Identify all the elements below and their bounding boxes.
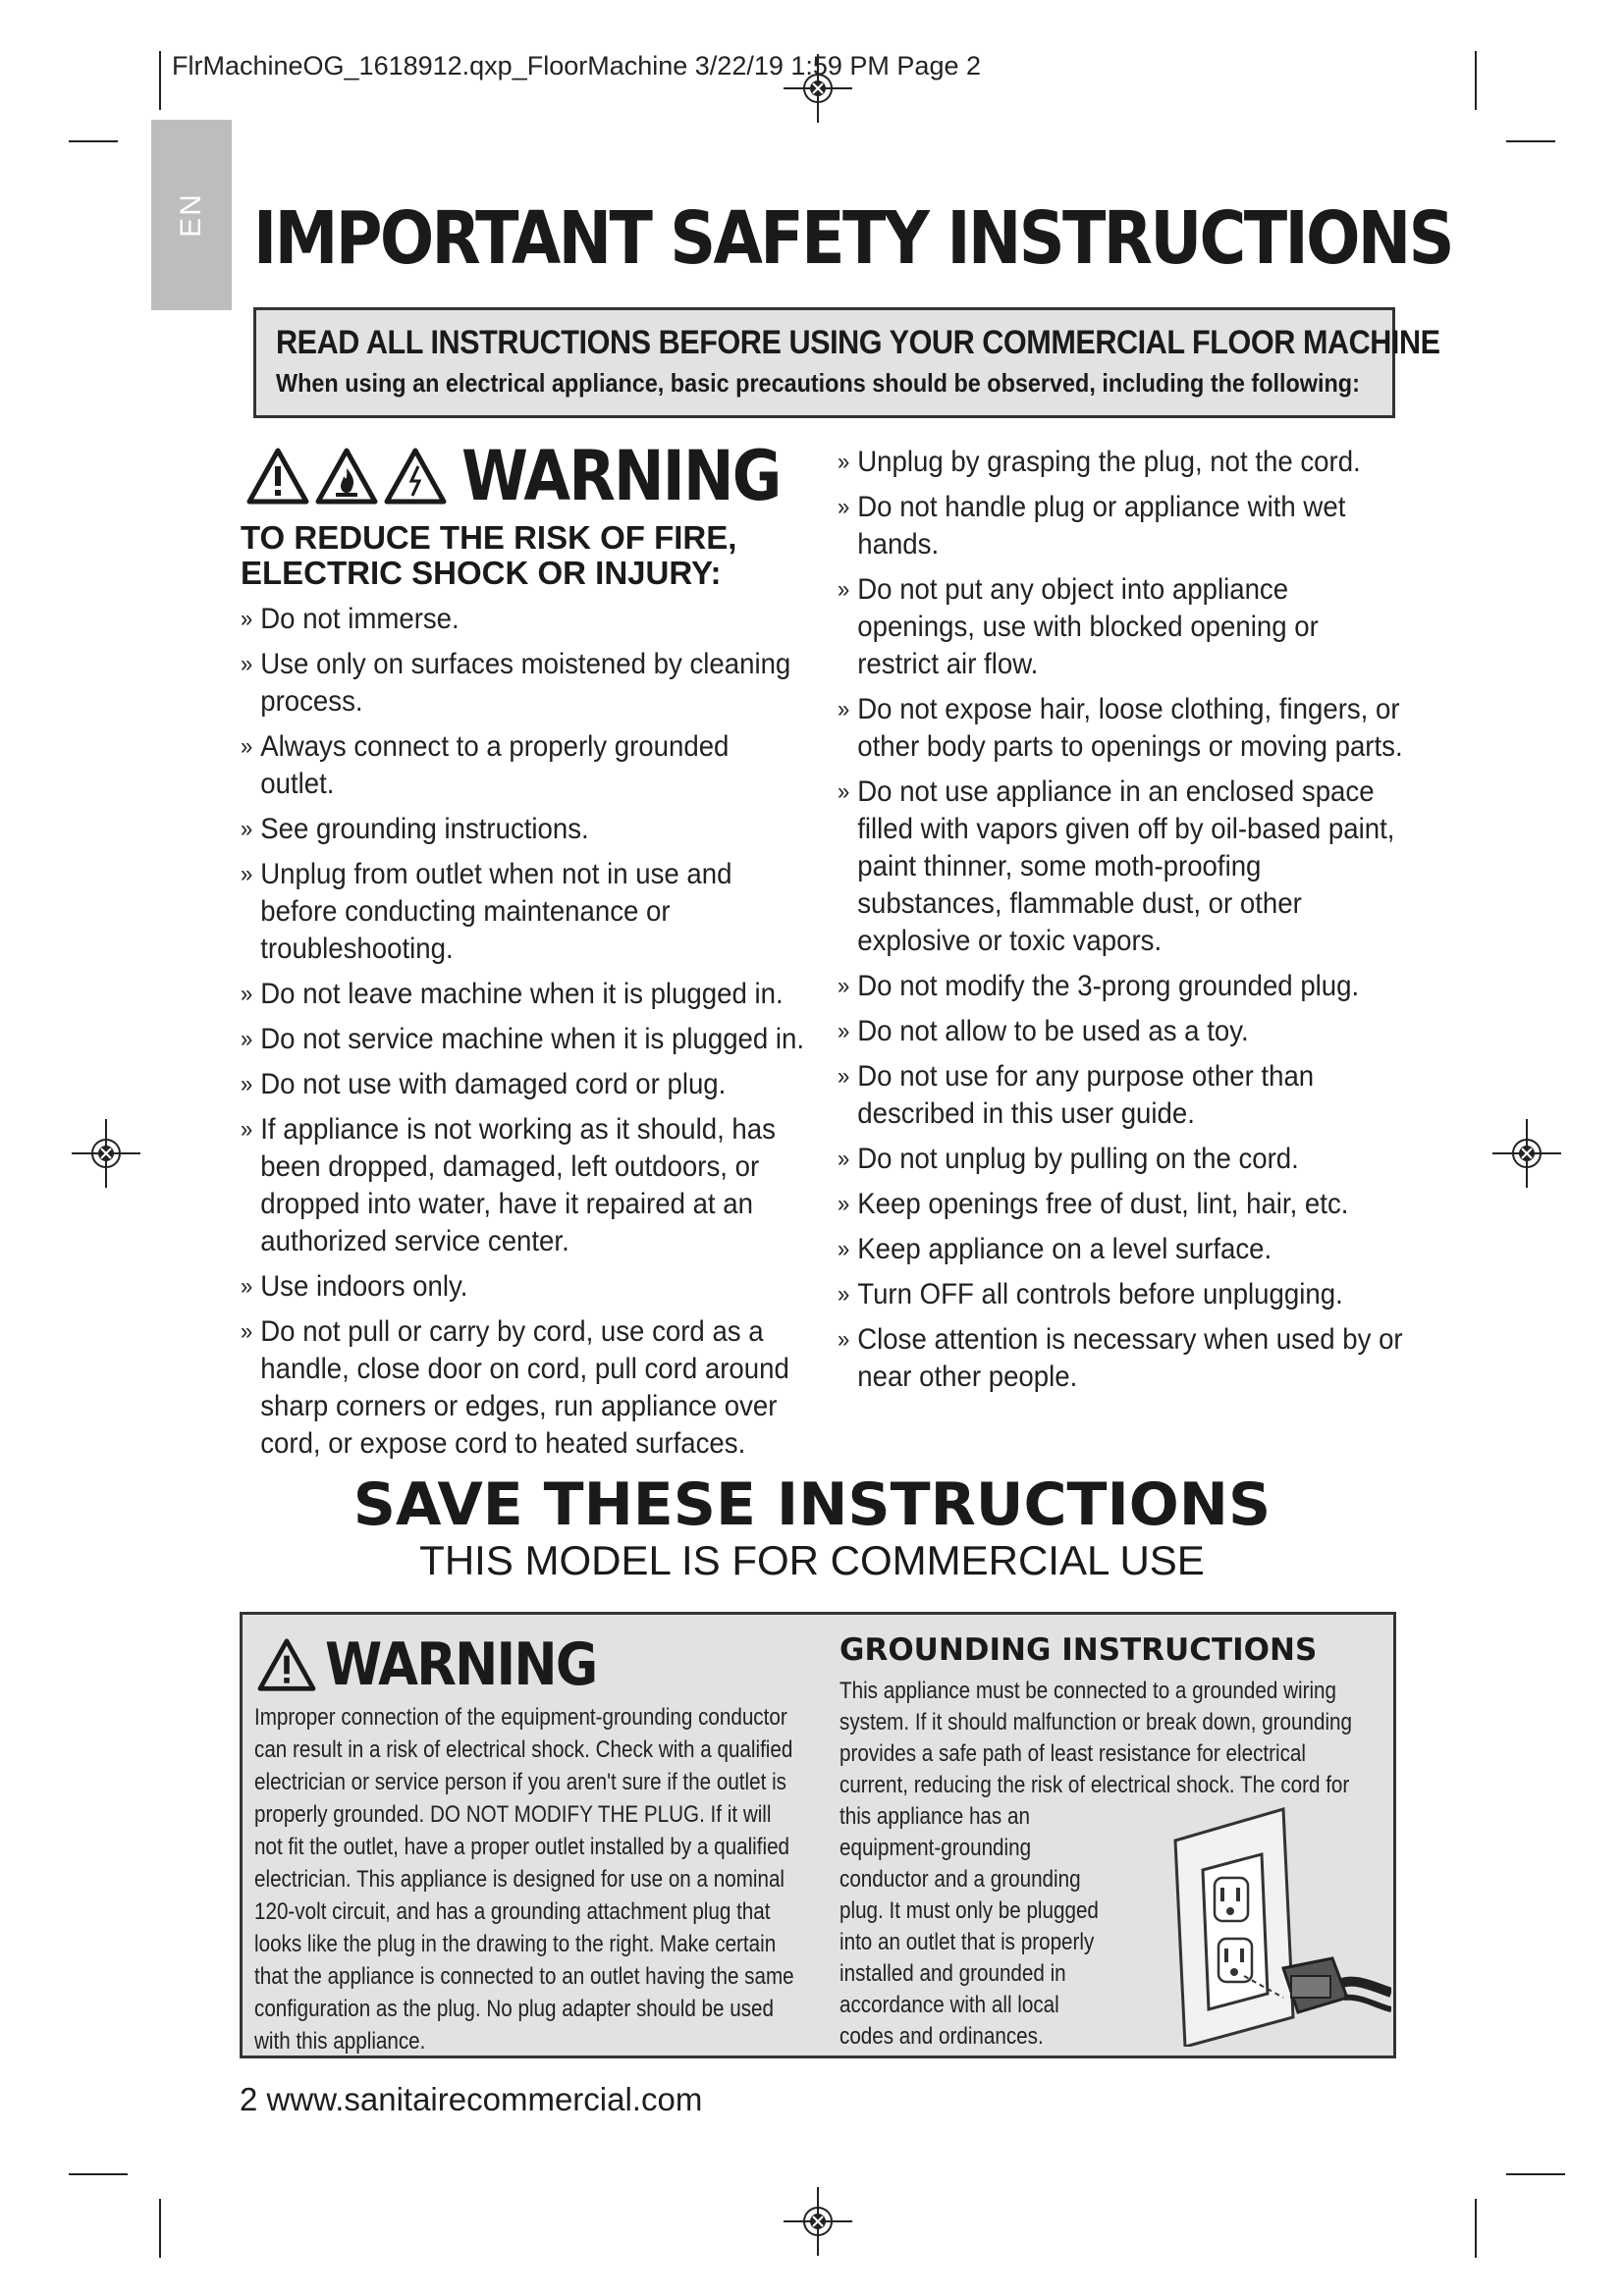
safety-item: » Do not unplug by pulling on the cord.	[838, 1141, 1403, 1178]
right-safety-list	[838, 444, 1407, 1404]
electric-shock-icon	[383, 447, 448, 506]
grounding-warning-text: Improper connection of the equipment-grounding conductor can result in a risk of electrical shock. Check with a qualified electrician or service person if you aren't sure if the outlet is properly grounded. DO NOT MODIFY THE PLUG. If it will not fit the outlet, have a proper outlet installed by a qualified electrician. This appliance is designed for use on a nominal 120-volt circuit, and has a grounding attachment plug that looks like the plug in the drawing to the right. Make certain that the appliance is connected to an outlet having the same configuration as the plug. No plug adapter should be used with this appliance.	[254, 1704, 794, 2055]
crop-mark	[159, 51, 161, 110]
page-number: 2	[240, 2081, 258, 2117]
risk-heading-line: TO REDUCE THE RISK OF FIRE,	[241, 519, 737, 556]
safety-item: » Close attention is necessary when used by or near other people.	[838, 1321, 1403, 1396]
read-instructions-box	[253, 307, 1440, 418]
risk-heading	[241, 520, 736, 591]
safety-item: » Use indoors only.	[241, 1268, 806, 1306]
crop-mark	[159, 2199, 161, 2258]
crop-mark	[1506, 140, 1555, 142]
grounding-warning-header	[256, 1630, 633, 1699]
crop-mark	[69, 2173, 128, 2175]
safety-item: » Do not immerse.	[241, 601, 806, 638]
safety-item: » Do not leave machine when it is plugged in.	[241, 976, 806, 1013]
page-footer	[240, 2081, 702, 2118]
registration-mark-icon	[784, 54, 852, 123]
warning-label: WARNING	[461, 436, 781, 516]
safety-item: » Do not modify the 3-prong grounded plug.	[838, 968, 1403, 1005]
warning-triangle-icon	[245, 447, 310, 506]
safety-item: » Keep appliance on a level surface.	[838, 1231, 1403, 1268]
safety-item: » Turn OFF all controls before unplugging.	[838, 1276, 1403, 1313]
grounding-text-wide: This appliance must be connected to a grounded wiring system. If it should malfunction or break down, grounding provides a safe path of least resistance for electrical current, reducing the risk of electrical shock. The cord for	[839, 1678, 1353, 1798]
safety-item: » Do not service machine when it is plugged in.	[241, 1021, 806, 1058]
safety-item: » Unplug by grasping the plug, not the cord.	[838, 444, 1403, 481]
safety-item: » Do not handle plug or appliance with wet hands.	[838, 489, 1403, 563]
safety-item: » Use only on surfaces moistened by cleaning process.	[241, 646, 806, 721]
safety-item: » Do not put any object into appliance openings, use with blocked opening or restrict air flow.	[838, 571, 1403, 683]
safety-item: » Do not allow to be used as a toy.	[838, 1013, 1403, 1050]
registration-mark-icon	[784, 2187, 852, 2256]
print-slug: FlrMachineOG_1618912.qxp_FloorMachine 3/22/19 1:59 PM Page 2	[172, 51, 982, 80]
risk-heading-line: ELECTRIC SHOCK OR INJURY:	[241, 555, 722, 591]
safety-item: » See grounding instructions.	[241, 811, 806, 848]
precautions-subheading: When using an electrical appliance, basic precautions should be observed, including the following:	[276, 368, 1360, 398]
safety-item: » Always connect to a properly grounded outlet.	[241, 728, 806, 803]
safety-item: » If appliance is not working as it should, has been dropped, damaged, left outdoors, or dropped into water, have it repaired at an authorized service center.	[241, 1111, 806, 1260]
commercial-use-subtitle: THIS MODEL IS FOR COMMERCIAL USE	[419, 1537, 1205, 1583]
fire-hazard-icon	[314, 447, 379, 506]
website-url[interactable]: www.sanitairecommercial.com	[266, 2081, 703, 2117]
read-instructions-heading: READ ALL INSTRUCTIONS BEFORE USING YOUR COMMERCIAL FLOOR MACHINE	[276, 324, 1440, 361]
warning-triangle-icon	[256, 1637, 317, 1692]
safety-item: » Unplug from outlet when not in use and before conducting maintenance or troubleshooting.	[241, 856, 806, 968]
save-instructions-title: SAVE THESE INSTRUCTIONS	[352, 1470, 1272, 1539]
registration-mark-icon	[72, 1119, 140, 1188]
safety-item: » Do not use appliance in an enclosed space filled with vapors given off by oil-based paint, paint thinner, some moth-proofing substances, flammable dust, or other explosive or toxic vapors.	[838, 774, 1403, 960]
safety-item: » Do not pull or carry by cord, use cord as a handle, close door on cord, pull cord around sharp corners or edges, run appliance over cord, or expose cord to heated surfaces.	[241, 1313, 806, 1463]
page-title: IMPORTANT SAFETY INSTRUCTIONS	[253, 196, 1452, 281]
safety-item: » Keep openings free of dust, lint, hair, etc.	[838, 1186, 1403, 1223]
grounding-warning-box	[240, 1612, 1396, 2058]
grounding-text-narrow: this appliance has an equipment-grounding conductor and a grounding plug. It must only be plugged into an outlet that is properly installed and grounded in accordance with all local codes and ordinances.	[839, 1803, 1099, 2050]
grounded-outlet-plug-illustration	[1146, 1801, 1391, 2047]
warning-header	[245, 436, 824, 516]
safety-item: » Do not expose hair, loose clothing, fingers, or other body parts to openings or moving parts.	[838, 691, 1403, 766]
crop-mark	[69, 140, 118, 142]
left-safety-list	[241, 601, 810, 1470]
safety-item: » Do not use for any purpose other than described in this user guide.	[838, 1058, 1403, 1133]
warning-label: WARNING	[325, 1630, 597, 1699]
grounding-heading: GROUNDING INSTRUCTIONS	[839, 1632, 1318, 1668]
safety-item: » Do not use with damaged cord or plug.	[241, 1066, 806, 1103]
language-tab	[151, 120, 232, 310]
language-code: EN	[175, 192, 207, 238]
crop-mark	[1475, 51, 1477, 110]
registration-mark-icon	[1492, 1119, 1561, 1188]
crop-mark	[1506, 2173, 1565, 2175]
crop-mark	[1475, 2199, 1477, 2258]
